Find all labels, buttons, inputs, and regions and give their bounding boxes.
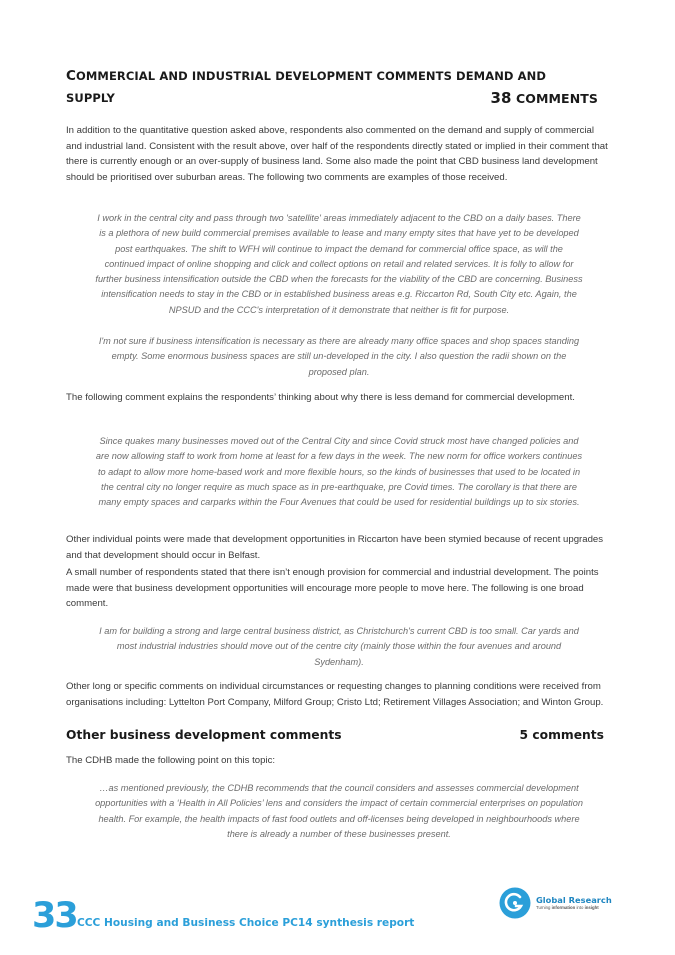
section-heading (66, 66, 598, 110)
logo-tagline: Turning information into insight (536, 905, 599, 910)
section-title-initial: C (66, 68, 77, 84)
subsection-heading (66, 728, 604, 742)
demand-paragraph: The following comment explains the respondents’ thinking about why there is less demand for commercial development. (66, 392, 575, 403)
section-title-line2: SUPPLY (66, 91, 115, 105)
report-title: CCC Housing and Business Choice PC14 synthesis report (77, 917, 415, 929)
cdhb-intro-paragraph: The CDHB made the following point on this topic: (66, 755, 276, 766)
intro-paragraph: In addition to the quantitative question asked above, respondents also commented on the demand and supply of commercial and industrial land. Consistent with the result above, over half of the respondents directly stated or implied in their comment that there is currently enough or an over-supply of business land. Some also made the point that CBD business land development should be prioritised over suburban areas. The following two comments are examples of those received. (66, 125, 608, 183)
page-number: 33 (32, 896, 77, 936)
section-count-label: COMMENTS (515, 91, 598, 106)
global-research-logo-icon (499, 887, 531, 919)
quote-covid-quakes: Since quakes many businesses moved out of the Central City and since Covid struck most have changed policies and are now allowing staff to work from home at least for a few days in the week. The new norm for office workers continues to adapt to allow more home-based work and more flexible hours, so the kinds of businesses that used to be located in the central city no longer require as much space as in pre-earthquake, pre Covid times. The corollary is that there are many empty spaces and carparks within the Four Avenues that could be used for residential buildings up to six stories. (95, 436, 583, 508)
section-comment-count (490, 87, 598, 110)
global-research-logo (499, 887, 612, 919)
provision-paragraph: A small number of respondents stated that there isn’t enough provision for commercial and industrial development. The points made were that business development opportunities will encourage more people to move here. The following is one broad comment. (66, 567, 599, 609)
riccarton-paragraph: Other individual points were made that development opportunities in Riccarton have been stymied because of recent upgrades and that development should occur in Belfast. (66, 534, 604, 561)
section-title-rest: OMMERCIAL AND INDUSTRIAL DEVELOPMENT COMMENTS DEMAND AND (76, 69, 547, 83)
section-title-line1 (66, 66, 598, 87)
quote-central-business-district: I am for building a strong and large central business district, as Christchurch's current CBD is too small. Car yards and most industrial industries should move out of the centre city (mainly those within the four avenues and around Sydenham). (99, 626, 579, 667)
section-count-number: 38 (490, 89, 512, 107)
quote-cbd-satellite: I work in the central city and pass through two 'satellite' areas immediately adjacent to the CBD on a daily bases. There is a plethora of new build commercial premises available to lease and many empty sites that have yet to be developed post earthquakes. The shift to WFH will continue to impact the demand for commercial office space, as will the continued impact of online shopping and click and collect options on retail and related services. It is folly to allow for further business intensification outside the CBD when the forecasts for the viability of the CBD are concerning. Business intensification needs to stay in the CBD or in established business areas e.g. Riccarton Rd, South City etc. Again, the NPSUD and the CCC's interpretation of it demonstrate that neither is fit for purpose. (95, 213, 583, 315)
logo-name: Global Research (536, 895, 612, 905)
subsection-comment-count: 5 comments (519, 728, 604, 742)
quote-business-intensification: I'm not sure if business intensification is necessary as there are already many office spaces and shop spaces standing empty. Some enormous business spaces are still un-developed in the city. I also question the radii shown on the proposed plan. (98, 336, 580, 377)
quote-cdhb: …as mentioned previously, the CDHB recommends that the council considers and assesses commercial development opportunities with a ‘Health in All Policies’ lens and considers the impact of certain commercial enterprises on population health. For example, the health impacts of fast food outlets and off-licenses being developed in neighbourhoods where there is already a number of these businesses present. (95, 783, 583, 839)
organisations-paragraph: Other long or specific comments on individual circumstances or requesting changes to planning conditions were received from organisations including: Lyttelton Port Company, Milford Group; Cristo Ltd; Retirement Villages Association; and Winton Group. (66, 681, 604, 708)
subsection-title: Other business development comments (66, 728, 342, 742)
